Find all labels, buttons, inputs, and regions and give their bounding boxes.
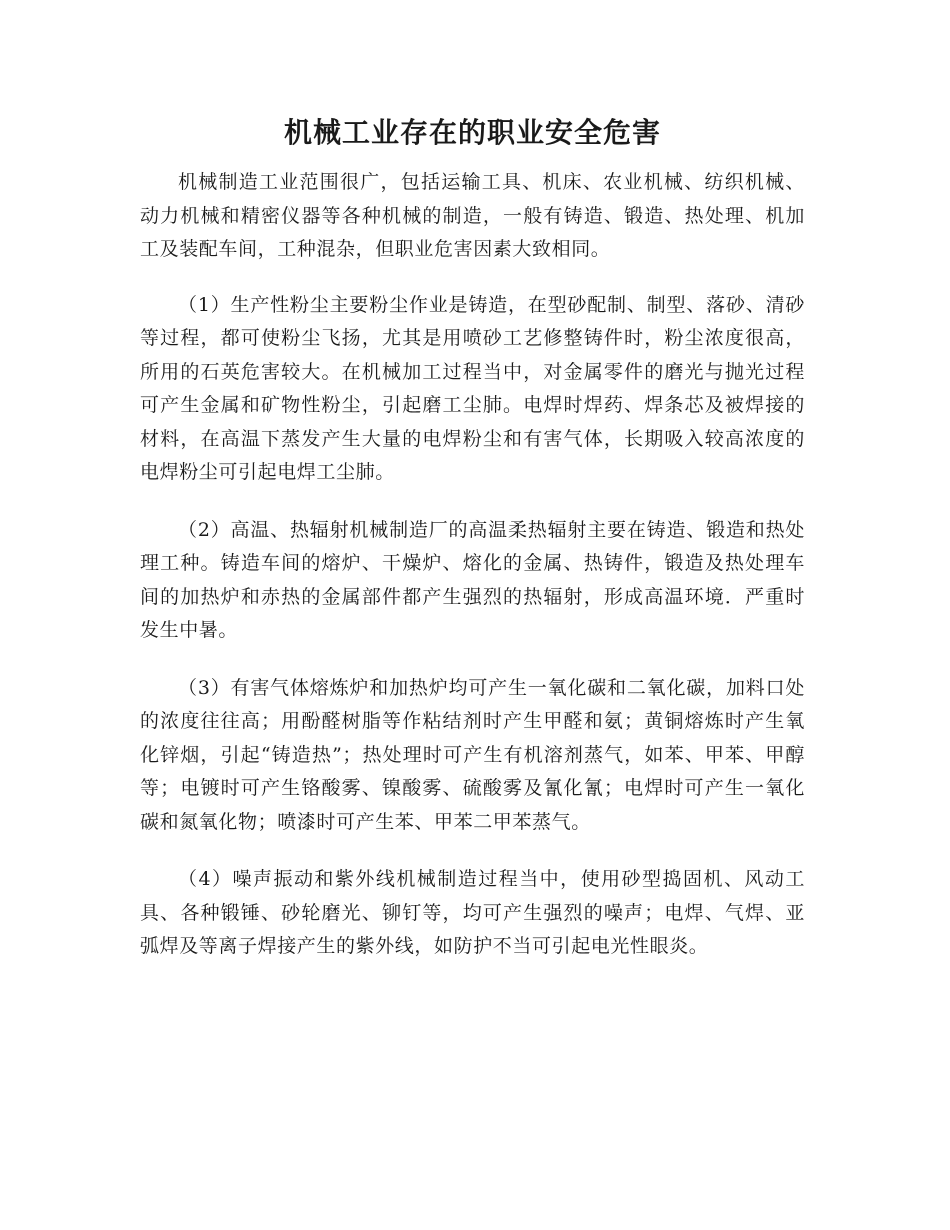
document-title: 机械工业存在的职业安全危害 bbox=[283, 116, 661, 149]
document-page bbox=[140, 110, 805, 988]
section-noise-paragraph: （4）噪声振动和紫外线机械制造过程当中，使用砂型捣固机、风动工具、各种锻锤、砂轮磨光、铆钉等，均可产生强烈的噪声；电焊、气焊、亚弧焊及等离子焊接产生的紫外线，如防护不当可引起电光性眼炎。 bbox=[140, 868, 805, 957]
section-dust-paragraph: （1）生产性粉尘主要粉尘作业是铸造，在型砂配制、制型、落砂、清砂等过程，都可使粉尘飞扬，尤其是用喷砂工艺修整铸件时，粉尘浓度很高，所用的石英危害较大。在机械加工过程当中，对金属零件的磨光与抛光过程可产生金属和矿物性粉尘，引起磨工尘肺。电焊时焊药、焊条芯及被焊接的材料，在高温下蒸发产生大量的电焊粉尘和有害气体，长期吸入较高浓度的电焊粉尘可引起电焊工尘肺。 bbox=[140, 293, 805, 483]
section-gas-paragraph: （3）有害气体熔炼炉和加热炉均可产生一氧化碳和二氧化碳，加料口处的浓度往往高；用酚醛树脂等作粘结剂时产生甲醛和氨；黄铜熔炼时产生氧化锌烟，引起“铸造热”；热处理时可产生有机溶剂蒸气，如苯、甲苯、甲醇等；电镀时可产生铬酸雾、镍酸雾、硫酸雾及氰化氰；电焊时可产生一氧化碳和氮氧化物；喷漆时可产生苯、甲苯二甲苯蒸气。 bbox=[140, 676, 805, 833]
intro-paragraph: 机械制造工业范围很广，包括运输工具、机床、农业机械、纺织机械、动力机械和精密仪器等各种机械的制造，一般有铸造、锻造、热处理、机加工及装配车间，工种混杂，但职业危害因素大致相同。 bbox=[140, 171, 805, 260]
section-heat-paragraph: （2）高温、热辐射机械制造厂的高温柔热辐射主要在铸造、锻造和热处理工种。铸造车间的熔炉、干燥炉、熔化的金属、热铸件，锻造及热处理车间的加热炉和赤热的金属部件都产生强烈的热辐射，形成高温环境．严重时发生中暑。 bbox=[140, 518, 805, 641]
